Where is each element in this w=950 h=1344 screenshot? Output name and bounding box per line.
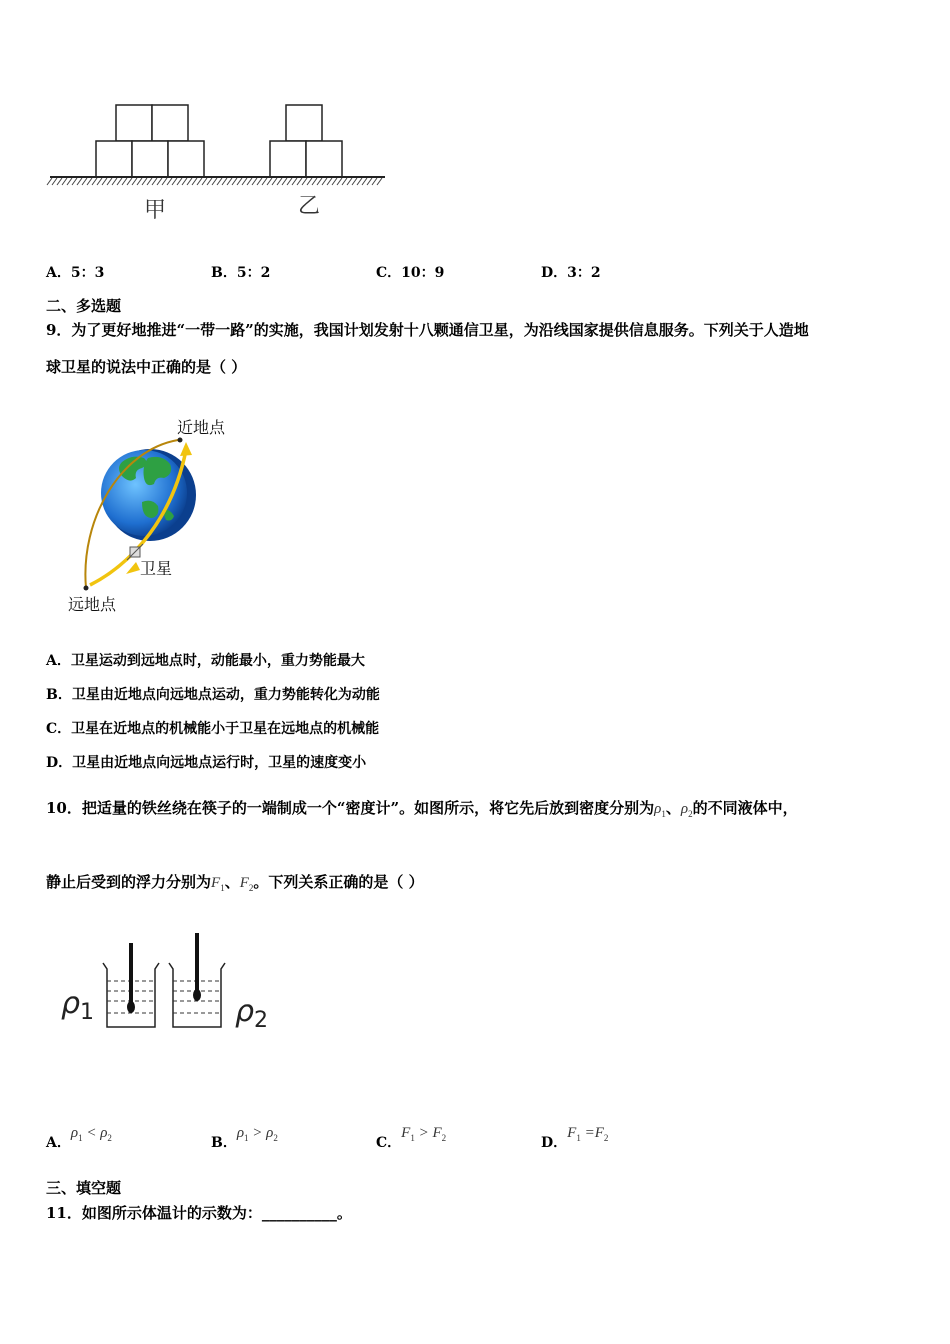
satellite-orbit-figure: [60, 410, 260, 620]
block: [96, 141, 132, 177]
q10-option-a[interactable]: A．$\rho_1 < \rho_2$: [46, 1125, 112, 1151]
block: [168, 141, 204, 177]
block: [270, 141, 306, 177]
label-rho2: $\rho_2$: [235, 994, 269, 1033]
f-2: $F_2$: [239, 875, 254, 893]
block: [116, 105, 152, 141]
rho-2: $\rho_2$: [680, 801, 693, 819]
q9-stem-line1: 9．为了更好地推进“一带一路”的实施，我国计划发射十八颗通信卫星，为沿线国家提供信息服务。下列关于人造地: [46, 321, 809, 339]
perigee-dot: [178, 438, 183, 443]
section-title-multiple-choice: 二、多选题: [46, 297, 122, 315]
block: [306, 141, 342, 177]
q9-option-d[interactable]: D．卫星由近地点向远地点运行时，卫星的速度变小: [46, 755, 367, 771]
rho-1: $\rho_1$: [654, 801, 666, 819]
label-yi: 乙: [298, 194, 321, 219]
label-jia: 甲: [144, 198, 167, 223]
q8-option-d[interactable]: D．3：2: [541, 265, 601, 281]
q9-option-a[interactable]: A．卫星运动到远地点时，动能最小，重力势能最大: [46, 653, 365, 669]
q9-stem-line2: 球卫星的说法中正确的是（ ）: [46, 358, 247, 376]
arrow-head-icon: [180, 442, 192, 456]
label-satellite: 卫星: [140, 559, 173, 578]
q10-stem-line2: 静止后受到的浮力分别为$F_1$、$F_2$。下列关系正确的是（ ）: [46, 873, 424, 893]
blocks-figure: [40, 95, 400, 230]
label-perigee: 近地点: [177, 418, 226, 437]
q8-option-a[interactable]: A．5：3: [46, 265, 105, 281]
q10-stem-line1: 10．把适量的铁丝绕在筷子的一端制成一个“密度计”。如图所示，将它先后放到密度分别为$\rho_1$、$\rho_2$的不同液体中，: [46, 799, 798, 819]
q10-option-d[interactable]: D．$F_1 =F_2$: [541, 1125, 609, 1151]
section-title-fill-in: 三、填空题: [46, 1179, 122, 1197]
q9-option-b[interactable]: B．卫星由近地点向远地点运动，重力势能转化为动能: [46, 687, 380, 703]
f-1: $F_1$: [211, 875, 225, 893]
q10-option-c[interactable]: C．$F_1 > F_2$: [376, 1125, 447, 1151]
q8-option-b[interactable]: B．5：2: [211, 265, 271, 281]
q9-option-c[interactable]: C．卫星在近地点的机械能小于卫星在远地点的机械能: [46, 721, 380, 737]
block: [132, 141, 168, 177]
label-rho1: $\rho_1$: [61, 986, 95, 1025]
label-apogee: 远地点: [68, 595, 117, 614]
apogee-dot: [84, 586, 89, 591]
satellite-icon: [127, 544, 143, 560]
arrow-head-icon: [126, 562, 140, 574]
block: [152, 105, 188, 141]
q11-stem: 11．如图所示体温计的示数为：__________。: [46, 1204, 352, 1222]
q10-option-b[interactable]: B．$\rho_1 > \rho_2$: [211, 1125, 278, 1151]
answer-blank[interactable]: __________: [261, 1204, 337, 1222]
hydrometer-figure: [55, 925, 285, 1045]
block: [286, 105, 322, 141]
q8-option-c[interactable]: C．10：9: [376, 265, 445, 281]
